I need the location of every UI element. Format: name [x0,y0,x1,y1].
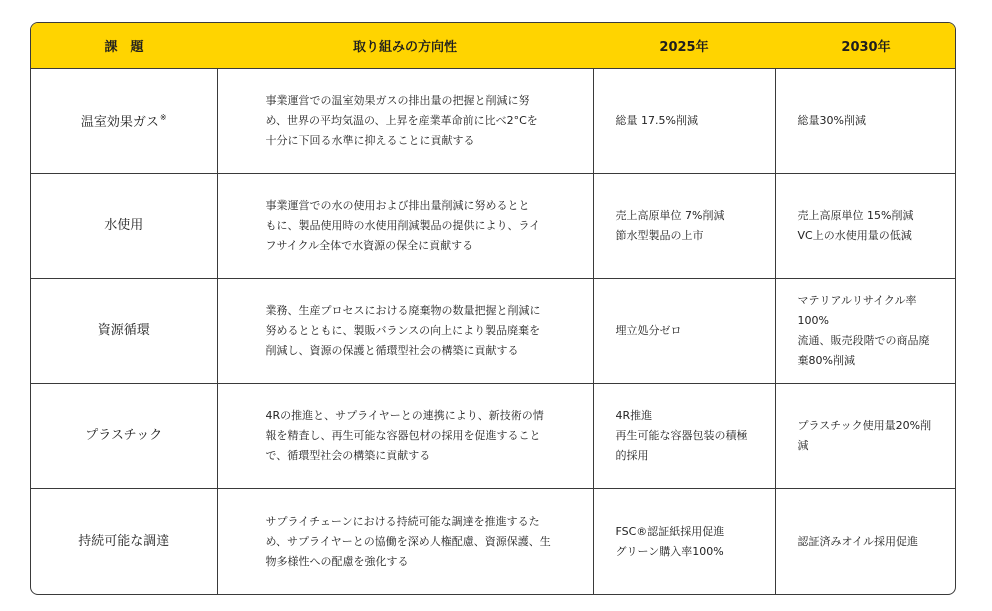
target-2030-cell [775,489,956,594]
footnote-mark: ※ [159,113,167,123]
topic-cell [31,173,217,278]
target-2030-cell [775,173,956,278]
direction-cell [217,173,593,278]
target-line: マテリアルリサイクル率 [797,293,917,307]
direction-line: 物多様性への配慮を強化する [265,554,409,568]
topic-label: 水使用 [104,217,144,233]
target-2025-cell [593,489,775,594]
table-row [31,173,956,278]
direction-line: 業務、生産プロセスにおける廃棄物の数量把握と削減に [265,303,541,317]
direction-line: 4Rの推進と、サプライヤーとの連携により、新技術の情 [265,409,544,423]
target-line: 総量30%削減 [797,113,866,127]
target-line: 埋立処分ゼロ [615,323,682,337]
direction-line: フサイクル全体で水資源の保全に貢献する [265,238,474,252]
target-line: 4R推進 [615,409,653,423]
target-2025-cell [593,173,775,278]
target-2025-cell [593,68,775,173]
target-line: 節水型製品の上市 [615,228,704,242]
target-line: 再生可能な容器包装の積極 [615,429,748,443]
target-line: 減 [797,439,809,453]
header-topic: 課 題 [31,23,217,68]
direction-line: 事業運営での水の使用および排出量削減に努めるとと [265,198,530,212]
target-2030-cell [775,68,956,173]
target-line: FSC®認証紙採用促進 [615,524,725,538]
target-line: VC上の水使用量の低減 [797,228,912,242]
target-line: 売上高原単位 7%削減 [615,208,725,222]
direction-cell [217,384,593,489]
target-line: プラスチック使用量20%削 [797,419,932,433]
header-direction: 取り組みの方向性 [217,23,593,68]
table-row [31,384,956,489]
direction-line: 報を精査し、再生可能な容器包材の採用を促進すること [265,429,541,443]
direction-line: 事業運営での温室効果ガスの排出量の把握と削減に努 [265,93,530,107]
target-line: 売上高原単位 15%削減 [797,208,914,222]
direction-line: もに、製品使用時の水使用削減製品の提供により、ライ [265,218,541,232]
direction-line: で、循環型社会の構築に貢献する [265,449,431,463]
direction-cell [217,489,593,594]
direction-line: 十分に下回る水準に抑えることに貢献する [265,133,475,147]
table-row [31,68,956,173]
direction-cell [217,68,593,173]
direction-line: 努めるとともに、製販バランスの向上により製品廃棄を [265,323,541,337]
topic-cell [31,278,217,383]
target-2025-cell [593,278,775,383]
target-line: 的採用 [615,449,649,463]
direction-line: 削減し、資源の保護と循環型社会の構築に貢献する [265,343,519,357]
target-2030-cell [775,278,956,383]
target-line: グリーン購入率100% [615,544,724,558]
target-line: 棄80%削減 [797,353,855,367]
topic-label: 持続可能な調達 [78,533,170,549]
table-row [31,278,956,383]
topic-cell [31,384,217,489]
topic-cell [31,489,217,594]
topic-label: プラスチック [85,428,163,444]
direction-line: め、サプライヤーとの協働を深め人権配慮、資源保護、生 [265,534,551,548]
target-2025-cell [593,384,775,489]
header-2025: 2025年 [593,23,775,68]
table-header-row [31,23,956,68]
table-row [31,489,956,594]
topic-label: 温室効果ガス [80,115,159,131]
targets-table [31,23,956,594]
target-line: 総量 17.5%削減 [615,113,698,127]
target-line: 100% [797,313,829,327]
target-line: 認証済みオイル採用促進 [797,534,918,548]
header-2030: 2030年 [775,23,956,68]
topic-cell [31,68,217,173]
topic-label: 資源循環 [97,322,150,338]
materiality-table [30,22,956,595]
target-2030-cell [775,384,956,489]
target-line: 流通、販売段階での商品廃 [797,333,930,347]
direction-line: サプライチェーンにおける持続可能な調達を推進するた [265,514,540,528]
direction-cell [217,278,593,383]
direction-line: め、世界の平均気温の、上昇を産業革命前に比べ2°Cを [265,113,538,127]
